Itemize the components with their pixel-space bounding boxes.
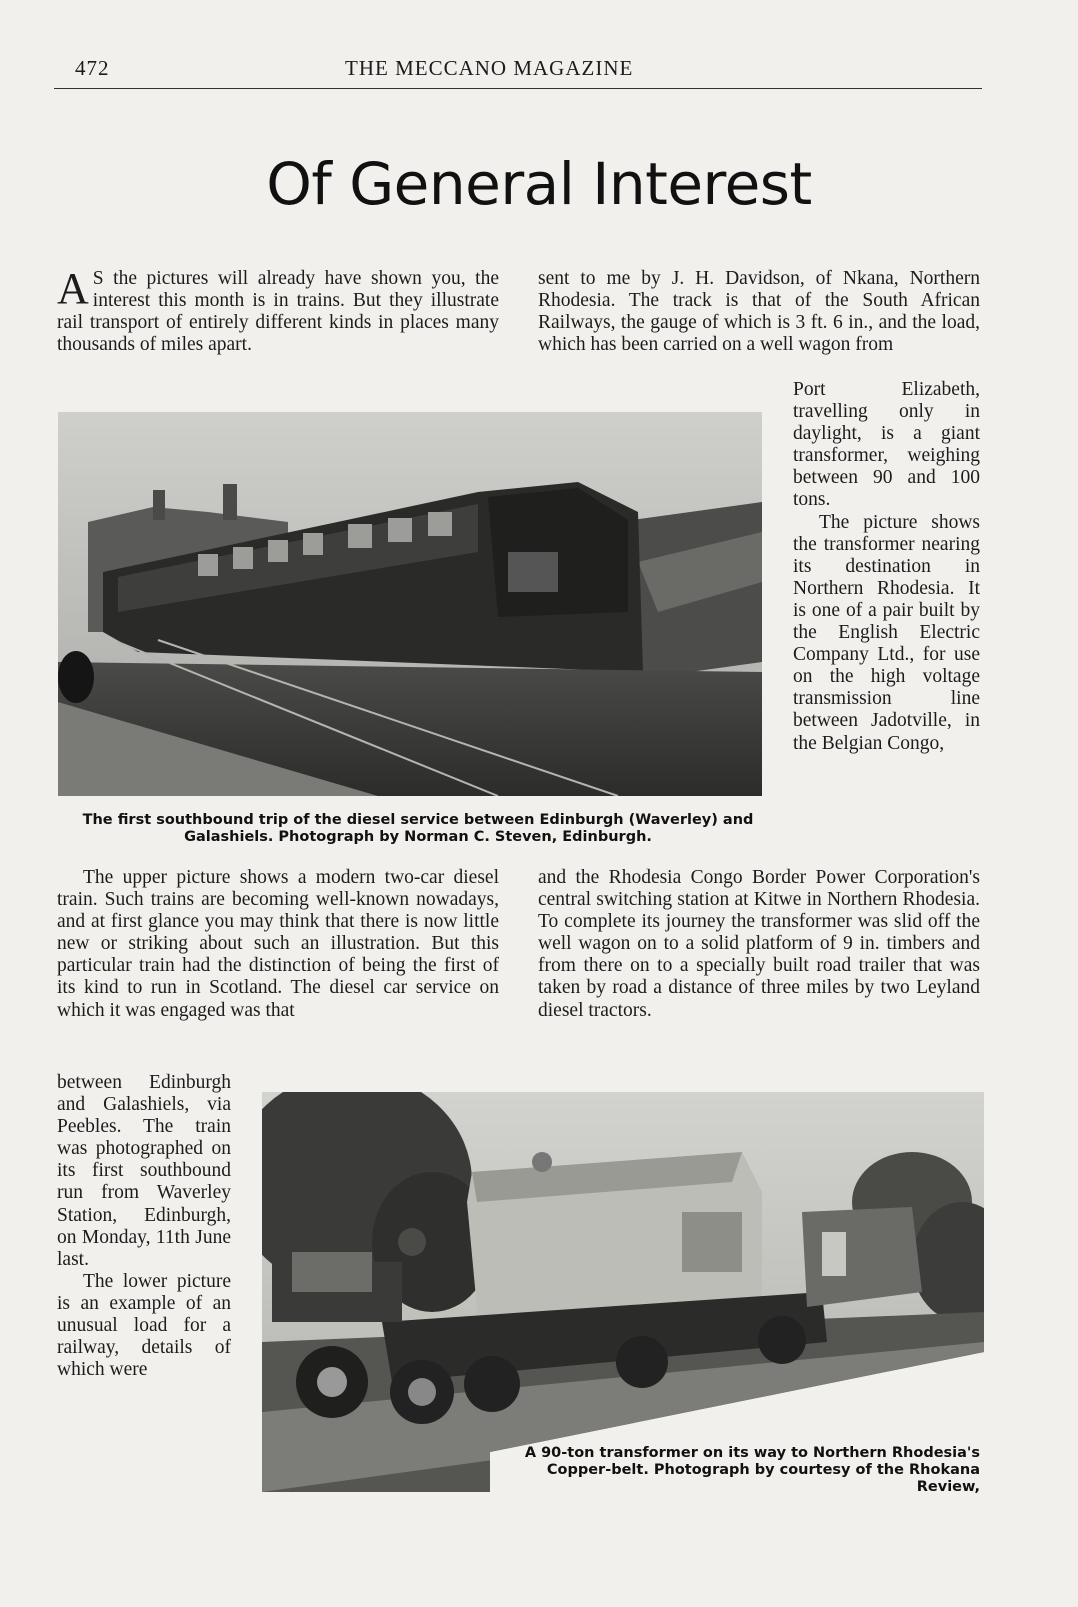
right-column-bottom [538, 867, 980, 1022]
left-column-middle [57, 867, 499, 1022]
lower-photo-caption: A 90-ton transformer on its way to Northern Rhodesia's Copper-belt. Photograph by courtesy of the Rhokana Review, [524, 1445, 980, 1495]
intro-text: S the pictures will already have shown you, the interest this month is in trains. But they illustrate rail transport of entirely different kinds in places many thousands of miles apart. [57, 268, 499, 356]
running-head: THE MECCANO MAGAZINE [345, 56, 634, 80]
diesel-train-illustration [58, 412, 762, 796]
page-number: 472 [75, 56, 110, 80]
left-narrow-column [57, 1072, 231, 1381]
article-title: Of General Interest [266, 150, 812, 218]
header-rule [54, 88, 982, 89]
right-narrow-text-2: The picture shows the transformer nearing its destination in Northern Rhodesia. It is one of a pair built by the English Electric Company Ltd., for use on the high voltage transmission line between Jadotville, in the Belgian Congo, [793, 511, 980, 754]
right-narrow-column [793, 379, 980, 755]
lower-photo-transformer-load [262, 1092, 984, 1492]
drop-cap: A [57, 264, 89, 313]
right-narrow-text-1: Port Elizabeth, travelling only in daylight, is a giant transformer, weighing between 90 and 100 tons. [793, 379, 980, 511]
right-column-bottom-text: and the Rhodesia Congo Border Power Corporation's central switching station at Kitwe in Northern Rhodesia. To complete its journey the transformer was slid off the well wagon on to a solid platform of 9 in. timbers and from there on to a specially built road trailer that was taken by road a distance of three miles by two Leyland diesel tractors. [538, 867, 980, 1021]
right-column-top [538, 268, 980, 356]
upper-photo-diesel-train [58, 412, 762, 796]
left-narrow-text-1: between Edinburgh and Galashiels, via Peebles. The train was photographed on its first southbound run from Waverley Station, Edinburgh, on Monday, 11th June last. [57, 1072, 231, 1270]
transformer-load-illustration [262, 1092, 984, 1492]
upper-photo-caption: The first southbound trip of the diesel service between Edinburgh (Waverley) and Galashiels. Photograph by Norman C. Steven, Edinburgh. [82, 812, 754, 845]
left-narrow-text-2: The lower picture is an example of an unusual load for a railway, details of which were [57, 1270, 231, 1381]
right-column-top-text: sent to me by J. H. Davidson, of Nkana, Northern Rhodesia. The track is that of the South African Railways, the gauge of which is 3 ft. 6 in., and the load, which has been carried on a well wagon from [538, 268, 980, 356]
intro-paragraph [57, 264, 499, 356]
left-column-middle-text: The upper picture shows a modern two-car diesel train. Such trains are becoming well-known nowadays, and at first glance you may think that there is now little new or striking about such an illustration. But this particular train had the distinction of being the first of its kind to run in Scotland. The diesel car service on which it was engaged was that [57, 867, 499, 1021]
